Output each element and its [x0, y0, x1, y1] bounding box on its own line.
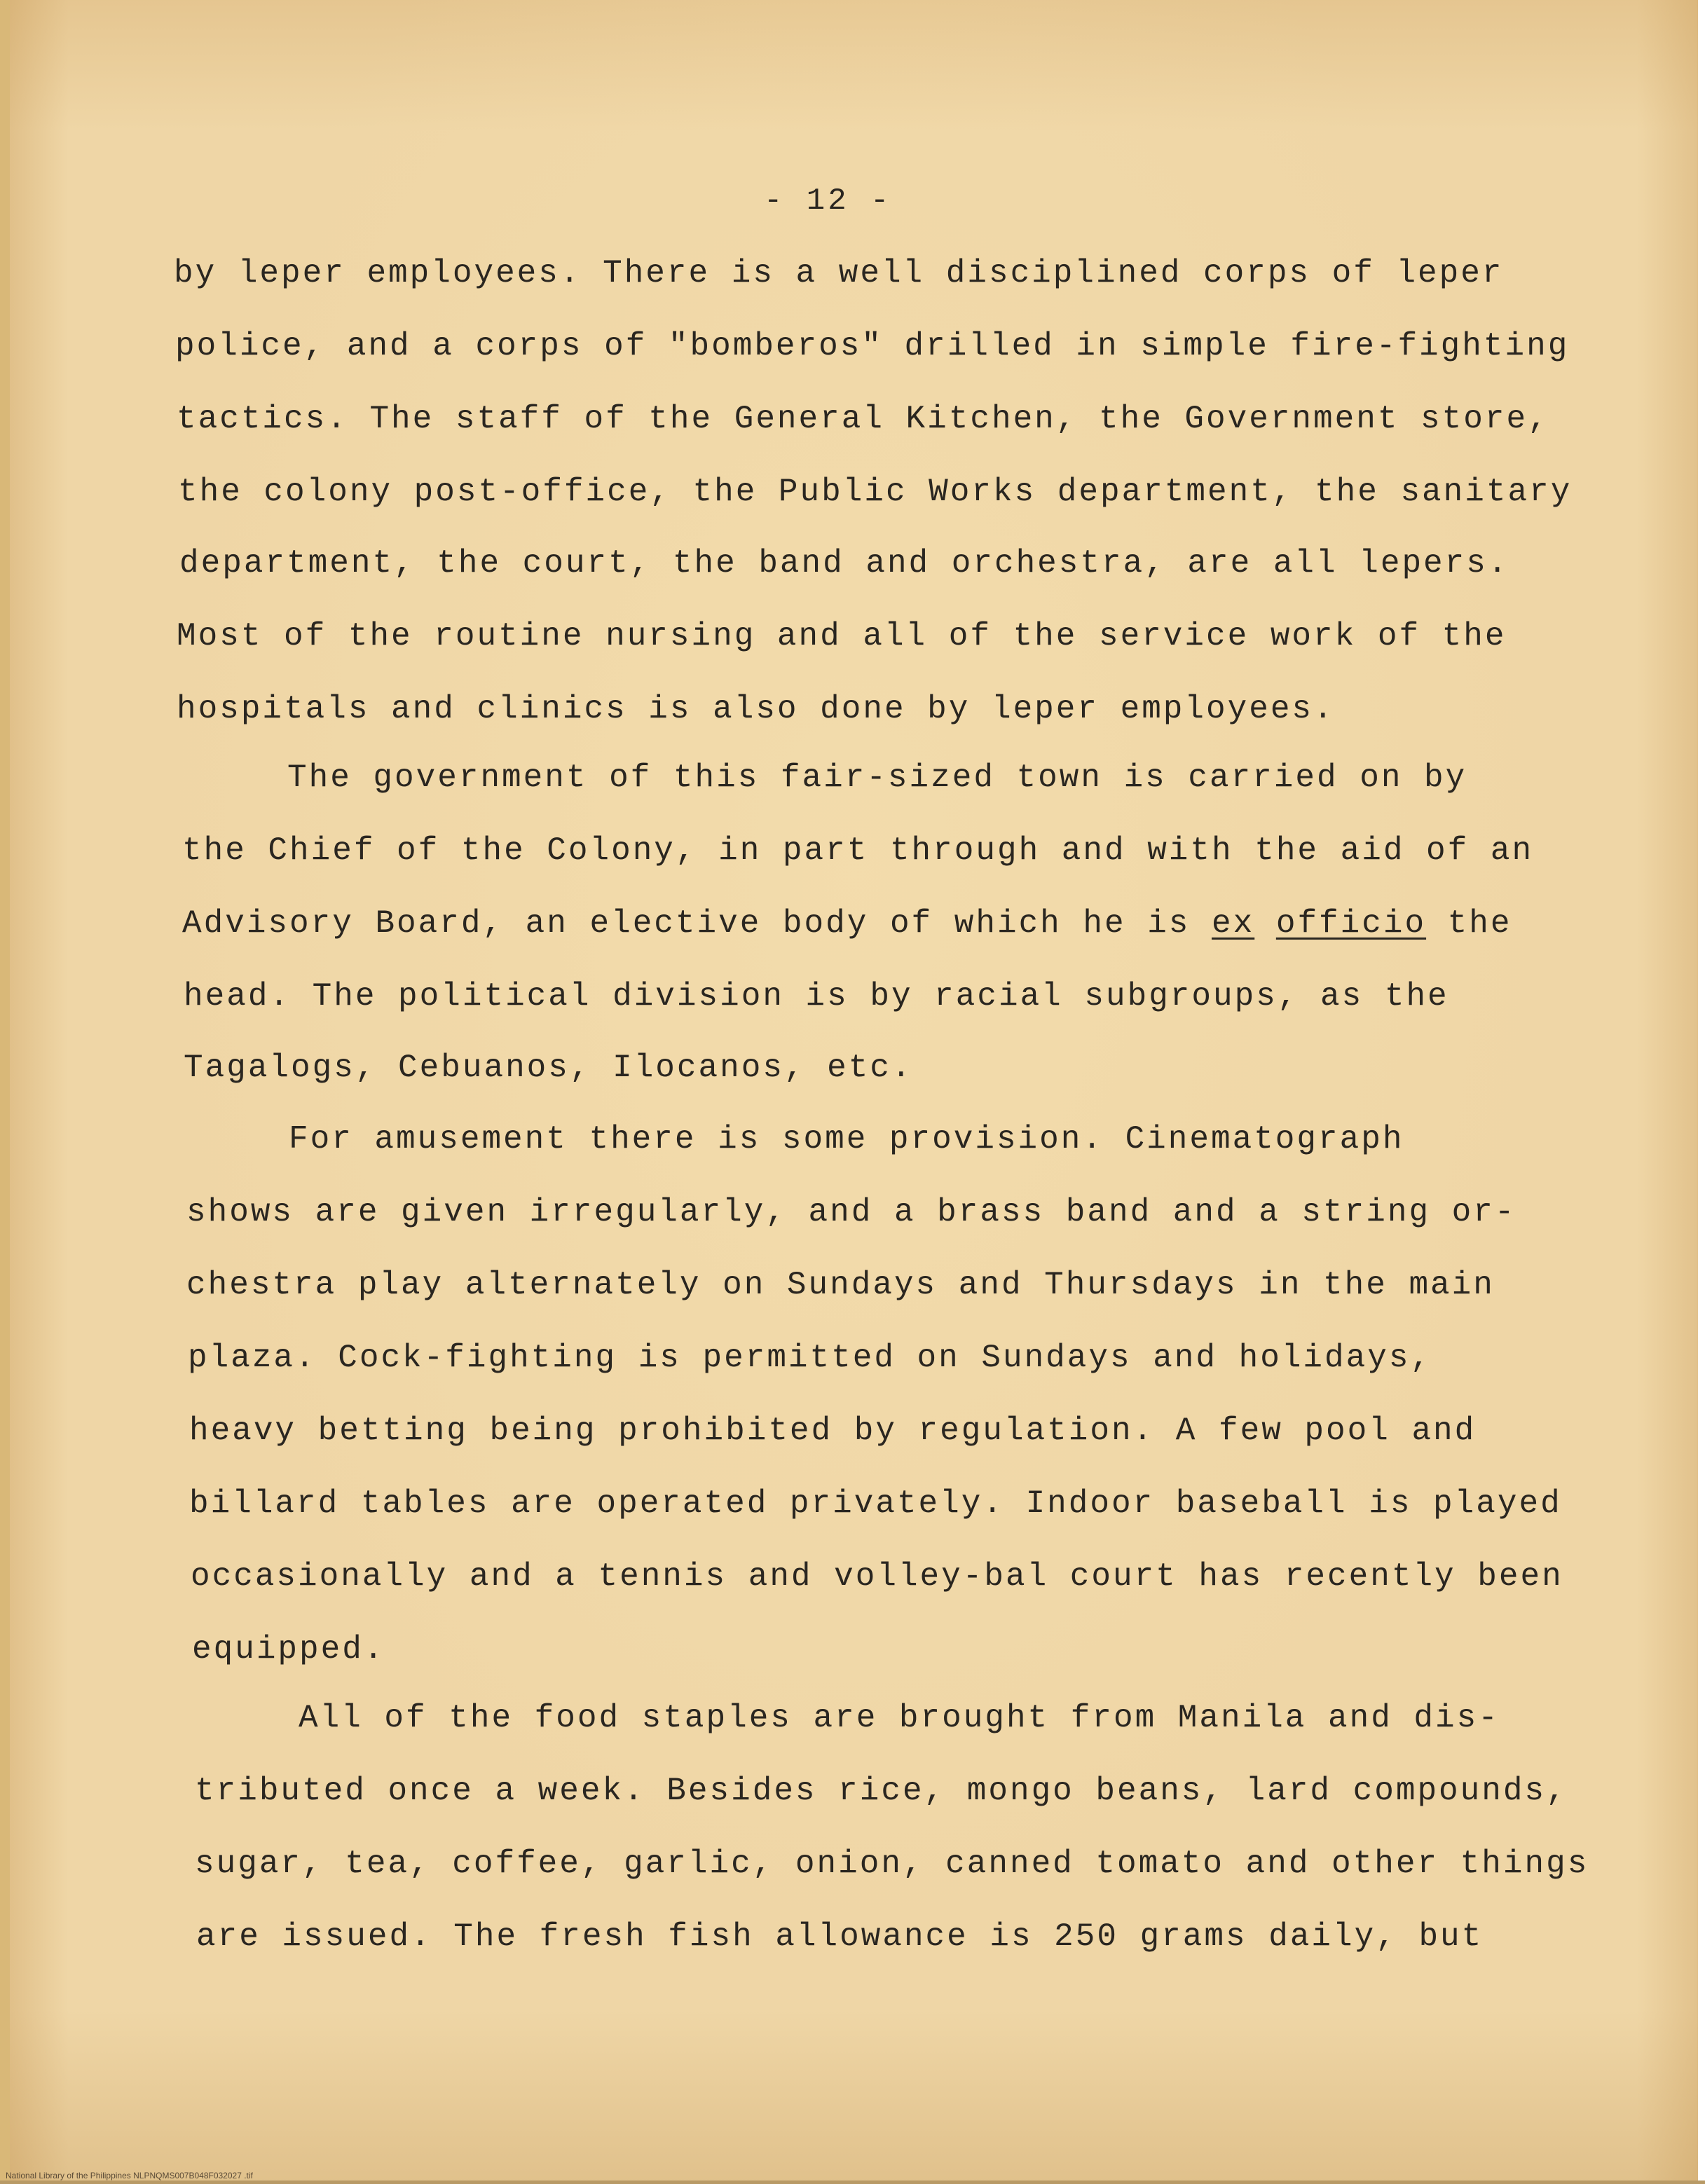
- text-line: tactics. The staff of the General Kitchen, the Government store,: [177, 401, 1549, 437]
- text-line: sugar, tea, coffee, garlic, onion, canned tomato and other things: [195, 1846, 1589, 1882]
- latin-term-ex: ex: [1212, 905, 1255, 942]
- text-line: heavy betting being prohibited by regulation. A few pool and: [189, 1413, 1477, 1449]
- text-line: All of the food staples are brought from Manila and dis-: [299, 1700, 1500, 1736]
- text-line: head. The political division is by racial subgroups, as the: [184, 978, 1449, 1015]
- text-span: [1254, 905, 1276, 942]
- text-line: police, and a corps of "bomberos" drilled in simple fire-fighting: [175, 328, 1570, 364]
- text-line: tributed once a week. Besides rice, mongo beans, lard compounds,: [195, 1773, 1568, 1809]
- text-line: chestra play alternately on Sundays and Thursdays in the main: [186, 1267, 1495, 1303]
- text-line: plaza. Cock-fighting is permitted on Sundays and holidays,: [188, 1340, 1432, 1376]
- page-number: - 12 -: [764, 184, 892, 219]
- text-line: shows are given irregularly, and a brass band and a string or-: [186, 1194, 1516, 1230]
- footer-rule: [0, 2180, 1705, 2184]
- text-line: [182, 904, 1512, 943]
- text-line: billard tables are operated privately. Indoor baseball is played: [189, 1485, 1562, 1522]
- text-line: hospitals and clinics is also done by leper employees.: [177, 691, 1335, 727]
- paper-left-edge: [0, 0, 10, 2184]
- text-line: occasionally and a tennis and volley-bal court has recently been: [191, 1558, 1563, 1595]
- text-line: Tagalogs, Cebuanos, Ilocanos, etc.: [184, 1050, 913, 1086]
- text-span: the: [1426, 905, 1512, 942]
- archive-stamp: National Library of the Philippines NLPNQMS007B048F032027 .tif: [6, 2171, 253, 2180]
- text-line: are issued. The fresh fish allowance is 250 grams daily, but: [196, 1918, 1484, 1955]
- text-line: department, the court, the band and orchestra, are all lepers.: [179, 545, 1509, 582]
- latin-term-officio: officio: [1275, 905, 1427, 942]
- text-line: For amusement there is some provision. Cinematograph: [289, 1121, 1404, 1158]
- text-line: the Chief of the Colony, in part through and with the aid of an: [182, 832, 1534, 869]
- text-line: the colony post-office, the Public Works department, the sanitary: [178, 474, 1573, 510]
- text-line: equipped.: [192, 1631, 385, 1668]
- text-line: The government of this fair-sized town is carried on by: [287, 760, 1467, 796]
- text-span: Advisory Board, an elective body of which he is: [182, 905, 1212, 942]
- scan-right-margin: [1698, 0, 1705, 2184]
- text-line: by leper employees. There is a well disciplined corps of leper: [174, 255, 1504, 291]
- text-line: Most of the routine nursing and all of the service work of the: [177, 618, 1507, 654]
